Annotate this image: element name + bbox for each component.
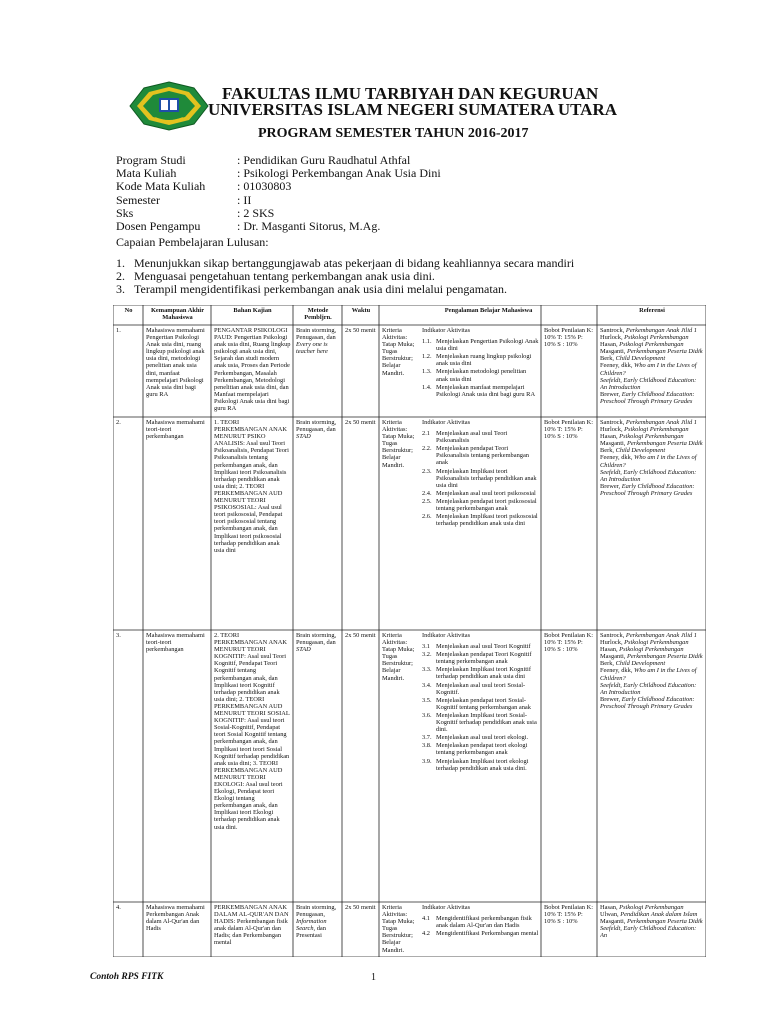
uin-logo bbox=[128, 80, 210, 132]
indikator-number: 3.4. bbox=[422, 681, 432, 689]
referensi-item bbox=[600, 667, 704, 681]
indikator-text: Menjelaskan pendapat Teori Kognitif tentang perkembangan anak bbox=[436, 651, 532, 666]
info-value: : Psikologi Perkembangan Anak Usia Dini bbox=[237, 166, 441, 181]
metode-text: Brain storming, Penugasan, dan bbox=[296, 632, 337, 647]
referensi-item bbox=[600, 911, 704, 918]
referensi-author: Hurlock, bbox=[600, 334, 625, 342]
info-label: Sks bbox=[116, 205, 134, 220]
referensi-author: Berk, bbox=[600, 660, 616, 668]
referensi-title: Early Childhood Education: Preschool Through Primary Grades bbox=[600, 390, 695, 405]
indikator-item bbox=[422, 468, 539, 489]
bahan-kajian-cell: PERKEMBANGAN ANAK DALAM AL-QUR'AN DAN HADIS: Perkembangan fisik anak dalam Al-Qur'an dan Hadis; dan Perkembangan mental bbox=[214, 904, 289, 947]
referensi-item bbox=[600, 660, 704, 667]
referensi-cell bbox=[600, 904, 704, 956]
indikator-text: Mengidentifikasi perkembangan fisik anak dalam Al-Qur'an dan Hadis bbox=[436, 915, 532, 930]
referensi-item bbox=[600, 355, 704, 362]
indikator-number: 2.1 bbox=[422, 430, 430, 438]
referensi-item bbox=[600, 483, 704, 497]
info-value: : Pendidikan Guru Raudhatul Athfal bbox=[237, 153, 411, 167]
referensi-item bbox=[600, 362, 704, 376]
referensi-author: Masganti, bbox=[600, 348, 627, 356]
kriteria-cell: Kriteria Aktivitas: Tatap Muka; Tugas Berstruktur; Belajar Mandiri. bbox=[382, 419, 415, 469]
waktu-cell: 2x 50 menit bbox=[345, 904, 376, 911]
indikator-number: 1.4. bbox=[422, 383, 432, 391]
row-number: 4. bbox=[116, 904, 121, 911]
cpl-item-text: Menunjukkan sikap bertanggungjawab atas pekerjaan di bidang keahliannya secara mandiri bbox=[134, 256, 575, 270]
referensi-title: Child Development bbox=[615, 660, 666, 668]
indikator-text: Menjelaskan pendapat teori ekologi tentang perkembangan anak bbox=[436, 742, 528, 757]
info-label: Mata Kuliah bbox=[116, 166, 177, 181]
indikator-item bbox=[422, 338, 539, 352]
indikator-number: 3.8. bbox=[422, 742, 432, 750]
referensi-title: Seefeldt, Early Childhood Education: An Introduction bbox=[600, 468, 697, 483]
indikator-text: Menjelaskan Implikasi teori Kognitif terhadap pendidikan anak usia dini bbox=[436, 666, 531, 681]
metode-cell bbox=[296, 419, 340, 629]
indikator-text: Menjelaskan pendapat teori psikososial tentang perkembangan anak bbox=[436, 497, 537, 513]
metode-em-text: Information Search, bbox=[296, 918, 327, 933]
referensi-item bbox=[600, 682, 704, 696]
indikator-number: 3.6. bbox=[422, 711, 432, 719]
indikator-item bbox=[422, 445, 539, 466]
kriteria-cell: Kriteria Aktivitas: Tatap Muka; Tugas Berstruktur; Belajar Mandiri. bbox=[382, 904, 415, 954]
waktu-cell: 2x 50 menit bbox=[345, 419, 376, 426]
indikator-number: 3.7. bbox=[422, 734, 432, 742]
referensi-title: Who am I in the Lives of Children? bbox=[600, 454, 697, 469]
cpl-item-number: 2. bbox=[116, 269, 125, 283]
referensi-item bbox=[600, 391, 704, 405]
indikator-title: Indikator Aktivitas bbox=[422, 327, 471, 334]
referensi-title: Who am I in the Lives of Children? bbox=[600, 362, 697, 377]
header-kemampuan: Kemampuan Akhir Mahasiswa bbox=[150, 307, 205, 322]
metode-em-text: STAD bbox=[296, 646, 311, 654]
indikator-number: 1.3. bbox=[422, 368, 432, 376]
referensi-item bbox=[600, 646, 704, 653]
header-no: No bbox=[124, 307, 133, 314]
referensi-title: Pendidikan Anak dalam Islam bbox=[620, 911, 698, 919]
referensi-title: Perkembangan Peserta Didik bbox=[626, 653, 703, 661]
row-number: 2. bbox=[116, 419, 121, 426]
indikator-item bbox=[422, 430, 539, 444]
waktu-cell: 2x 50 menit bbox=[345, 632, 376, 639]
kemampuan-cell: Mahasiswa memahami Perkembangan Anak dalam Al-Qur'an dan Hadis bbox=[146, 904, 205, 933]
referensi-author: Brewer, bbox=[600, 390, 622, 398]
metode-text: Brain storming, Penugasan, dan bbox=[296, 327, 337, 342]
indikator-number: 3.2. bbox=[422, 651, 432, 659]
referensi-item bbox=[600, 426, 704, 433]
bobot-cell: Bobot Penilaian K: 10% T: 15% P: 10% S : 10% bbox=[544, 904, 593, 926]
referensi-item bbox=[600, 447, 704, 454]
indikator-number: 1.2. bbox=[422, 353, 432, 361]
kemampuan-cell: Mahasiswa memahami teori-teori perkembangan bbox=[146, 632, 205, 654]
cpl-item bbox=[116, 283, 574, 296]
indikator-cell bbox=[422, 632, 539, 901]
referensi-author: Brewer, bbox=[600, 695, 622, 703]
referensi-item bbox=[600, 454, 704, 468]
indikator-number: 3.1 bbox=[422, 643, 430, 651]
indikator-item bbox=[422, 368, 539, 382]
referensi-title: Seefeldt, Early Childhood Education: An bbox=[600, 925, 697, 940]
referensi-item bbox=[600, 334, 704, 341]
cpl-item-number: 1. bbox=[116, 256, 125, 270]
referensi-title: Perkembangan Peserta Didik bbox=[626, 440, 703, 448]
indikator-text: Menjelaskan asal usul teori Sosial-Kognitif. bbox=[436, 681, 526, 696]
info-label: Dosen Pengampu bbox=[116, 219, 201, 234]
page-number: 1 bbox=[371, 972, 376, 983]
kemampuan-cell: Mahasiswa memahami Pengertian Psikologi Anak usia dini, ruang lingkup psikologi anak usia dini, metodologi penelitian anak usia dini, manfaat mempelajari Psikologi Anak usia dini bagi guru RA bbox=[146, 327, 205, 398]
program-table bbox=[113, 305, 706, 957]
indikator-number: 1.1. bbox=[422, 338, 432, 346]
faculty-title: FAKULTAS ILMU TARBIYAH DAN KEGURUAN bbox=[222, 84, 599, 103]
referensi-title: Child Development bbox=[615, 447, 666, 455]
referensi-title: Psikologi Perkembangan bbox=[619, 904, 684, 911]
indikator-text: Menjelaskan asal usul Teori Kognitif bbox=[436, 643, 531, 651]
info-label: Kode Mata Kuliah bbox=[116, 179, 206, 194]
row-number: 1. bbox=[116, 327, 121, 334]
cpl-item-text: Menguasai pengetahuan tentang perkembangan anak usia dini. bbox=[134, 269, 435, 283]
indikator-number: 2.4. bbox=[422, 489, 432, 497]
referensi-item bbox=[600, 327, 704, 334]
indikator-item bbox=[422, 697, 539, 711]
referensi-author: Hasan, bbox=[600, 433, 620, 441]
referensi-author: Hasan, bbox=[600, 341, 620, 349]
referensi-title: Early Childhood Education: Preschool Through Primary Grades bbox=[600, 482, 695, 497]
referensi-author: Masganti, bbox=[600, 918, 627, 926]
referensi-author: Berk, bbox=[600, 355, 616, 363]
metode-cell bbox=[296, 904, 340, 956]
referensi-author: Hasan, bbox=[600, 646, 620, 654]
referensi-cell bbox=[600, 419, 704, 629]
referensi-author: Berk, bbox=[600, 447, 616, 455]
bahan-kajian-cell: 1. TEORI PERKEMBANGAN ANAK MENURUT PSIKO ANALISIS: Asal usul Teori Psikoanalisis, Pendapat Teori Psikoanalisis tentang perkembangan anak, dan Implikasi teori Psikoanalisis terhadap pendidikan anak usia dini; 2. TEORI PERKEMBANGAN AUD MENURUT TEORI PSIKOSOSIAL: Asal usul teori psikososial, Pendapat teori psikososial tentang perkembangan anak, dan Implikasi teori psikososial terhadap pendidikan anak usia dini bbox=[214, 419, 289, 554]
indikator-text: Menjelaskan asal usul teori psikososial bbox=[436, 489, 536, 497]
header-referensi: Referensi bbox=[639, 307, 665, 314]
info-value: : II bbox=[237, 192, 252, 207]
indikator-text: Menjelaskan asal usul teori ekologi. bbox=[436, 734, 529, 742]
referensi-author: Hurlock, bbox=[600, 639, 625, 647]
referensi-item bbox=[600, 632, 704, 639]
referensi-author: Santrock, bbox=[600, 327, 626, 334]
referensi-item bbox=[600, 440, 704, 447]
metode-cell bbox=[296, 632, 340, 901]
metode-em-text: STAD bbox=[296, 433, 311, 441]
indikator-text: Menjelaskan Implikasi teori Psikoanalisis terhadap pendidikan anak usia dini bbox=[436, 467, 537, 489]
university-title: UNIVERSITAS ISLAM NEGERI SUMATERA UTARA bbox=[208, 100, 618, 119]
referensi-title: Psikologi Perkembangan bbox=[624, 334, 689, 342]
indikator-number: 3.3. bbox=[422, 666, 432, 674]
kemampuan-cell: Mahasiswa memahami teori-teori perkembangan bbox=[146, 419, 205, 441]
referensi-item bbox=[600, 348, 704, 355]
indikator-cell bbox=[422, 419, 539, 629]
indikator-item bbox=[422, 712, 539, 733]
referensi-title: Psikologi Perkembangan bbox=[619, 341, 684, 349]
bobot-cell: Bobot Penilaian K: 10% T: 15% P: 10% S : 10% bbox=[544, 419, 593, 441]
bobot-cell: Bobot Penilaian K: 10% T: 15% P: 10% S : 10% bbox=[544, 632, 593, 654]
info-row bbox=[116, 180, 441, 193]
indikator-text: Mengidentifikasi Perkembangan mental bbox=[436, 930, 539, 938]
info-value: : Dr. Masganti Sitorus, M.Ag. bbox=[237, 219, 381, 234]
cpl-list bbox=[116, 257, 574, 296]
referensi-item bbox=[600, 925, 704, 939]
referensi-title: Perkembangan Peserta Didik bbox=[626, 348, 703, 356]
referensi-author: Masganti, bbox=[600, 653, 627, 661]
referensi-author: Ulwan, bbox=[600, 911, 621, 919]
info-value: : 2 SKS bbox=[237, 205, 275, 220]
metode-em-text: Every one is teacher here bbox=[296, 341, 328, 356]
indikator-text: Menjelaskan asal usul Teori Psikoanalisis bbox=[436, 430, 508, 445]
referensi-author: Feeney, dkk, bbox=[600, 454, 635, 462]
referensi-author: Feeney, dkk, bbox=[600, 667, 635, 675]
referensi-author: Hurlock, bbox=[600, 426, 625, 434]
indikator-item bbox=[422, 643, 539, 650]
indikator-item bbox=[422, 384, 539, 398]
indikator-text: Menjelaskan ruang lingkup psikologi anak usia dini bbox=[436, 353, 532, 368]
indikator-number: 2.6. bbox=[422, 513, 432, 521]
metode-text: Brain storming, Penugasan, dan bbox=[296, 419, 337, 434]
header-pengalaman: Pengalaman Belajar Mahasiswa bbox=[444, 307, 533, 314]
indikator-item bbox=[422, 682, 539, 696]
bahan-kajian-cell: PENGANTAR PSIKOLOGI PAUD: Pengertian Psikologi anak usia dini, Ruang lingkup psikologi anak usia dini, Sejarah dan studi modern anak usia, Proses dan Periode Perkembangan, Masalah Perkembangan, Metodologi penelitian anak usia dini, dan Manfaat mempelajari Psikologi Anak usia dini bagi guru RA bbox=[214, 327, 291, 413]
referensi-author: Santrock, bbox=[600, 632, 626, 639]
indikator-item bbox=[422, 651, 539, 665]
indikator-item bbox=[422, 666, 539, 680]
referensi-item bbox=[600, 377, 704, 391]
indikator-text: Menjelaskan manfaat mempelajari Psikologi Anak usia dini bagi guru RA bbox=[436, 383, 536, 398]
referensi-item bbox=[600, 639, 704, 646]
cpl-item-number: 3. bbox=[116, 282, 125, 296]
bobot-cell: Bobot Penilaian K: 10% T: 15% P: 10% S : 10% bbox=[544, 327, 593, 349]
kriteria-cell: Kriteria Aktivitas: Tatap Muka; Tugas Berstruktur; Belajar Mandiri. bbox=[382, 632, 415, 682]
indikator-text: Menjelaskan pendapat Teori Psikoanalisis tentang perkembangan anak bbox=[436, 445, 529, 467]
referensi-item bbox=[600, 433, 704, 440]
referensi-author: Hasan, bbox=[600, 904, 620, 911]
cpl-item-text: Terampil mengidentifikasi perkembangan anak usia dini melalui pengamatan. bbox=[134, 282, 508, 296]
indikator-item bbox=[422, 742, 539, 756]
info-row bbox=[116, 220, 441, 233]
indikator-item bbox=[422, 513, 539, 527]
indikator-number: 3.5. bbox=[422, 696, 432, 704]
indikator-text: Menjelaskan Implikasi teori ekologi terhadap pendidikan anak usia dini. bbox=[436, 757, 529, 772]
referensi-title: Child Development bbox=[615, 355, 666, 363]
referensi-item bbox=[600, 653, 704, 660]
indikator-item bbox=[422, 758, 539, 772]
referensi-item bbox=[600, 918, 704, 925]
referensi-title: Perkembangan Anak Jilid 1 bbox=[625, 632, 697, 639]
indikator-text: Menjelaskan Implikasi teori psikososial terhadap pendidikan anak usia dini bbox=[436, 513, 538, 528]
metode-cell bbox=[296, 327, 340, 416]
referensi-title: Perkembangan Anak Jilid 1 bbox=[625, 419, 697, 426]
referensi-item bbox=[600, 341, 704, 348]
bahan-kajian-cell: 2. TEORI PERKEMBANGAN ANAK MENURUT TEORI KOGNITIF: Asal usul Teori Kognitif, Pendapat Teori Kognitif tentang perkembangan anak, dan Implikasi teori Kognitif terhadap pendidikan anak usia dini; 2. TEORI PERKEMBANGAN AUD MENURUT TEORI SOSIAL KOGNITIF: Asal usul teori Sosial-Kognitif, Pendapat teori Sosial Kognitif tentang perkembangan anak, dan Implikasi teori teori Sosial Kognitif terhadap pendidikan anak usia dini; 3. TEORI PERKEMBANGAN AUD MENURUT TEORI EKOLOGI: Asal usul teori Ekologi, Pendapat teori Ekologi tentang perkembangan anak, dan Implikasi teori Ekologi terhadap pendidikan anak usia dini. bbox=[214, 632, 290, 831]
indikator-item bbox=[422, 930, 539, 937]
referensi-cell bbox=[600, 632, 704, 901]
referensi-author: Feeney, dkk, bbox=[600, 362, 635, 370]
footer-label: Contoh RPS FITK bbox=[90, 972, 164, 982]
indikator-number: 3.9. bbox=[422, 757, 432, 765]
referensi-title: Seefeldt, Early Childhood Education: An Introduction bbox=[600, 376, 697, 391]
referensi-item bbox=[600, 904, 704, 911]
referensi-author: Santrock, bbox=[600, 419, 626, 426]
referensi-title: Psikologi Perkembangan bbox=[624, 639, 689, 647]
row-number: 3. bbox=[116, 632, 121, 639]
indikator-number: 2.5. bbox=[422, 497, 432, 505]
indikator-text: Menjelaskan Pengertian Psikologi Anak usia dini bbox=[436, 338, 539, 353]
indikator-number: 2.3. bbox=[422, 467, 432, 475]
referensi-title: Psikologi Perkembangan bbox=[619, 433, 684, 441]
indikator-text: Menjelaskan Implikasi teori Sosial-Kognitif terhadap pendidikan anak usia dini. bbox=[436, 711, 537, 734]
referensi-author: Masganti, bbox=[600, 440, 627, 448]
indikator-item bbox=[422, 498, 539, 512]
cpl-heading: Capaian Pembelajaran Lulusan: bbox=[116, 235, 269, 249]
referensi-title: Perkembangan Peserta Didik bbox=[626, 918, 703, 926]
indikator-item bbox=[422, 353, 539, 367]
indikator-title: Indikator Aktivitas bbox=[422, 419, 471, 426]
referensi-author: Brewer, bbox=[600, 482, 622, 490]
info-row bbox=[116, 194, 441, 207]
indikator-number: 4.1 bbox=[422, 915, 430, 923]
indikator-cell bbox=[422, 327, 539, 416]
program-title: PROGRAM SEMESTER TAHUN 2016-2017 bbox=[258, 126, 529, 141]
referensi-title: Psikologi Perkembangan bbox=[619, 646, 684, 654]
info-value: : 01030803 bbox=[237, 179, 292, 194]
referensi-title: Who am I in the Lives of Children? bbox=[600, 667, 697, 682]
referensi-title: Psikologi Perkembangan bbox=[624, 426, 689, 434]
indikator-item bbox=[422, 915, 539, 929]
referensi-item bbox=[600, 696, 704, 710]
indikator-title: Indikator Aktivitas bbox=[422, 904, 471, 911]
info-label: Program Studi bbox=[116, 153, 186, 167]
indikator-text: Menjelaskan pendapat teori Sosial-Kognitif tentang perkembangan anak bbox=[436, 696, 531, 711]
kriteria-cell: Kriteria Aktivitas: Tatap Muka; Tugas Berstruktur; Belajar Mandiri. bbox=[382, 327, 415, 377]
header-bahan: Bahan Kajian bbox=[233, 307, 272, 314]
referensi-title: Seefeldt, Early Childhood Education: An Introduction bbox=[600, 681, 697, 696]
indikator-item bbox=[422, 490, 539, 497]
indikator-number: 4.2 bbox=[422, 930, 430, 938]
metode-tail-text: dan Presentasi bbox=[296, 925, 326, 940]
referensi-title: Early Childhood Education: Preschool Through Primary Grades bbox=[600, 695, 695, 710]
indikator-number: 2.2. bbox=[422, 445, 432, 453]
referensi-item bbox=[600, 419, 704, 426]
header-waktu: Waktu bbox=[351, 307, 371, 314]
header-metode: Metode Pembljrn. bbox=[304, 307, 332, 322]
referensi-cell bbox=[600, 327, 704, 416]
indikator-item bbox=[422, 734, 539, 741]
referensi-item bbox=[600, 469, 704, 483]
referensi-title: Perkembangan Anak Jilid 1 bbox=[625, 327, 697, 334]
indikator-title: Indikator Aktivitas bbox=[422, 632, 471, 639]
indikator-cell bbox=[422, 904, 539, 956]
course-info bbox=[116, 154, 441, 233]
indikator-text: Menjelaskan metodologi penelitian anak usia dini bbox=[436, 368, 527, 383]
waktu-cell: 2x 50 menit bbox=[345, 327, 376, 334]
info-label: Semester bbox=[116, 192, 160, 207]
metode-text: Brain storming, Penugasan, bbox=[296, 904, 337, 919]
